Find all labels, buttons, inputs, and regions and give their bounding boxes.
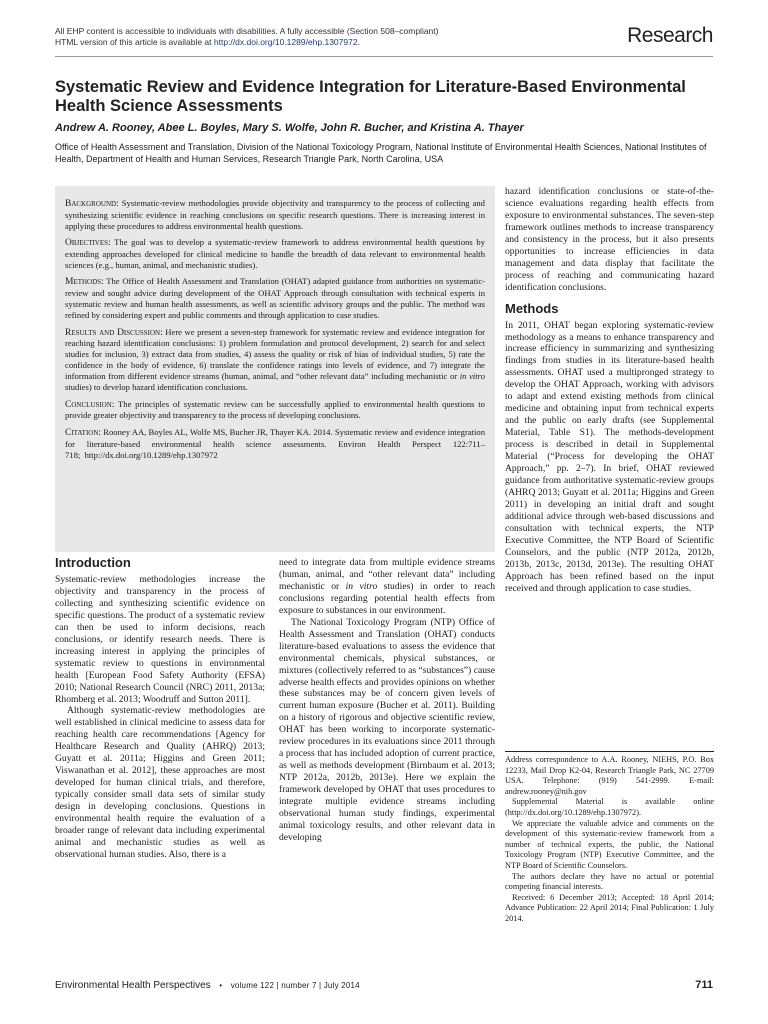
abstract-citation-heading: Citation: <box>65 427 102 438</box>
html-version-link[interactable]: http://dx.doi.org/10.1289/ehp.1307972 <box>213 37 358 47</box>
body-column-1 <box>55 555 265 861</box>
header-divider <box>55 56 713 57</box>
abstract-results: Results and Discussion: Here we present a seven-step framework for systematic review and evidence integration for reaching hazard identification conclusions: 1) problem formulation and protocol development, 2) search for and select studies for inclusion, 3) extract data from studies, 4) assess the quality or risk of bias of individual studies, 5) rate the confidence in the body of evidence, 6) translate the confidence ratings into levels of evidence, and 7) integrate the information from different evidence streams (human, animal, and “other relevant data” including mechanistic or in vitro studies) to develop hazard identification conclusions. <box>65 326 486 393</box>
abstract-methods: Methods: The Office of Health Assessment and Translation (OHAT) adapted guidance from authorities on systematic-review and sought advice during development of the OHAT Approach through consultation with technical experts in systematic review and human health assessments, as well as scientific advisory groups and the public. The method was refined by considering expert and public comments and through application to case studies. <box>65 276 485 321</box>
acknowledgment-note: We appreciate the valuable advice and comments on the development of this systematic-review framework from a number of technical experts, the public, the National Toxicology Program (NTP) Executive Committee, and the NTP Board of Scientific Counselors. <box>505 818 714 870</box>
author-list: Andrew A. Rooney, Abee L. Boyles, Mary S. Wolfe, John R. Bucher, and Kristina A. Thayer <box>55 122 524 134</box>
accessibility-note <box>55 26 475 48</box>
footnote-divider <box>505 751 714 752</box>
abstract-methods-heading: Methods: <box>65 277 104 288</box>
page-footer <box>55 979 713 991</box>
introduction-heading: Introduction <box>55 555 131 570</box>
accessibility-note-line1: All EHP content is accessible to individuals with disabilities. A fully accessible (Section 508–compliant) <box>55 26 439 36</box>
abstract-results-heading: Results and Discussion: <box>65 327 163 338</box>
volume-info: volume 122 | number 7 | July 2014 <box>230 981 360 990</box>
intro-paragraph-1: Systematic-review methodologies increase the objectivity and transparency in the process of collecting and synthesizing scientific evidence on specific questions. The product of a systematic review can then be used to inform decisions, reach conclusions, or identify research needs. There is increasing interest in applying the principles of systematic review to questions in environmental health [European Food Safety Authority (EFSA) 2010; National Research Council (NRC) 2011, 2013a; Rhomberg et al. 2013; Woodruff and Sutton 2011]. <box>55 574 265 705</box>
intro-paragraph-2: Although systematic-review methodologies are well established in clinical medicine to assess data for reaching health care recommendations [Agency for Healthcare Research and Quality (AHRQ) 2013; Guyatt et al. 2011a; Higgins and Green 2011; Viswanathan et al. 2012], these approaches are most developed for human clinical trials, and therefore, typically consider small data sets of similar study design in developing conclusions. Questions in environmental health require the evaluation of a broader range of relevant data including experimental animal and mechanistic studies as well as observational human studies. Also, there is a <box>55 705 265 860</box>
body-column-3 <box>505 186 714 595</box>
abstract-box <box>55 186 495 552</box>
article-title: Systematic Review and Evidence Integration for Literature-Based Environmental Health Science Assessments <box>55 78 686 115</box>
intro-paragraph-2-continued: need to integrate data from multiple evidence streams (human, animal, and “other relevant data” including mechanistic or in vitro studies) in order to reach conclusions regarding potential health effects from exposure to substances in our environment. <box>279 557 496 616</box>
abstract-conclusion: Conclusion: The principles of systematic review can be successfully applied to environmental health questions to provide greater objectivity and transparency to the process of developing conclusions. <box>65 398 485 421</box>
footer-bullet: • <box>219 981 223 990</box>
supplemental-note: Supplemental Material is available online (http://dx.doi.org/10.1289/ehp.1307972). <box>505 797 714 817</box>
body-column-2 <box>279 557 495 844</box>
page-number: 711 <box>695 979 713 991</box>
abstract-objectives-heading: Objectives: <box>65 238 111 249</box>
abstract-objectives: Objectives: The goal was to develop a systematic-review framework to address environmental health questions by extending approaches developed for clinical medicine to handle the breadth of data relevant to environmental health sciences (e.g., human, animal, and mechanistic studies). <box>65 237 485 271</box>
author-affiliation: Office of Health Assessment and Translation, Division of the National Toxicology Program, National Institute of Environmental Health Sciences, National Institutes of Health, Department of Health and Human Services, Research Triangle Park, North Carolina, USA <box>55 142 707 164</box>
publication-dates: Received: 6 December 2013; Accepted: 18 April 2014; Advance Publication: 22 April 2014; Final Publication: 1 July 2014. <box>505 892 714 923</box>
intro-paragraph-3: The National Toxicology Program (NTP) Office of Health Assessment and Translation (OHAT) conducts literature-based evaluations to assess the evidence that environmental chemicals, physical substances, or mixtures (collectively referred to as “substances”) cause adverse health effects and provides opinions on whether these substances may be of concern given levels of current human exposure (Bucher et al. 2011). Building on a history of rigorous and objective scientific review, OHAT has been working to incorporate systematic-review procedures in its evaluations since 2011 through a process that has included adoption of current practice, as well as methods development (Birnbaum et al. 2013; NTP 2012a, 2012b, 2013e). Here we explain the framework developed by OHAT that uses procedures to integrate multiple evidence streams including observational human study findings, experimental animal toxicology results, and other relevant data in developing <box>279 616 495 843</box>
intro-paragraph-3-continued: hazard identification conclusions or state-of-the-science evaluations regarding health effects from exposure to environmental substances. The seven-step framework outlines methods to increase transparency and consistency in the process, but it also presents opportunities to increase efficiencies in data management and data display that facilitate the process of reaching and communicating hazard identification conclusions. <box>505 186 714 293</box>
abstract-background: Background: Systematic-review methodologies provide objectivity and transparency to the process of collecting and synthesizing scientific evidence in reaching conclusions on specific research questions. There is increasing interest in applying these procedures to address environmental health questions. <box>65 198 485 231</box>
correspondence-footnote <box>505 755 714 925</box>
abstract-citation: Citation: Rooney AA, Boyles AL, Wolfe MS, Bucher JR, Thayer KA. 2014. Systematic review and evidence integration for literature-based environmental health science assessments. Environ Health Perspect 122:711–718; http://dx.doi.org/10.1289/ehp.1307972 <box>65 426 486 460</box>
correspondence-address: Address correspondence to A.A. Rooney, NIEHS, P.O. Box 12233, Mail Drop K2-04, Research Triangle Park, NC 27709 USA. Telephone: (919) 541-2999. E-mail: andrew.rooney@nih.gov <box>505 755 714 796</box>
section-label: Research <box>627 24 713 47</box>
competing-interests-note: The authors declare they have no actual or potential competing financial interests. <box>505 871 714 892</box>
methods-paragraph-1: In 2011, OHAT began exploring systematic-review methodology as a means to enhance transparency and increase efficiency in summarizing and synthesizing findings from studies in its literature-based health assessments. OHAT used a multipronged strategy to develop the OHAT Approach, working with advisors to adapt and extend existing methods from clinical medicine and obtaining input from technical experts and the public on early drafts (see Supplemental Material, Table S1). The methods-development process is described in detail in Supplemental Material (“Process for developing the OHAT Approach,” pp. 2–7). In brief, OHAT reviewed guidance from authoritative systematic-review groups (AHRQ 2013; Guyatt et al. 2011a; Higgins and Green 2011) in developing an initial draft and sought additional advice through web-based discussions and consultation with technical experts, the NTP Executive Committee, the NTP Board of Scientific Counselors, and the public (NTP 2012a, 2012b, 2013b, 2013c, 2013d, 2013e). The resulting OHAT Approach has been refined based on the input received and through application to case studies. <box>505 319 714 594</box>
journal-name: Environmental Health Perspectives <box>55 980 211 991</box>
methods-heading: Methods <box>505 300 559 316</box>
abstract-background-heading: Background: <box>65 199 119 209</box>
abstract-conclusion-heading: Conclusion: <box>65 399 115 410</box>
accessibility-note-line2: HTML version of this article is available at http://dx.doi.org/10.1289/ehp.1307972. <box>55 37 360 47</box>
